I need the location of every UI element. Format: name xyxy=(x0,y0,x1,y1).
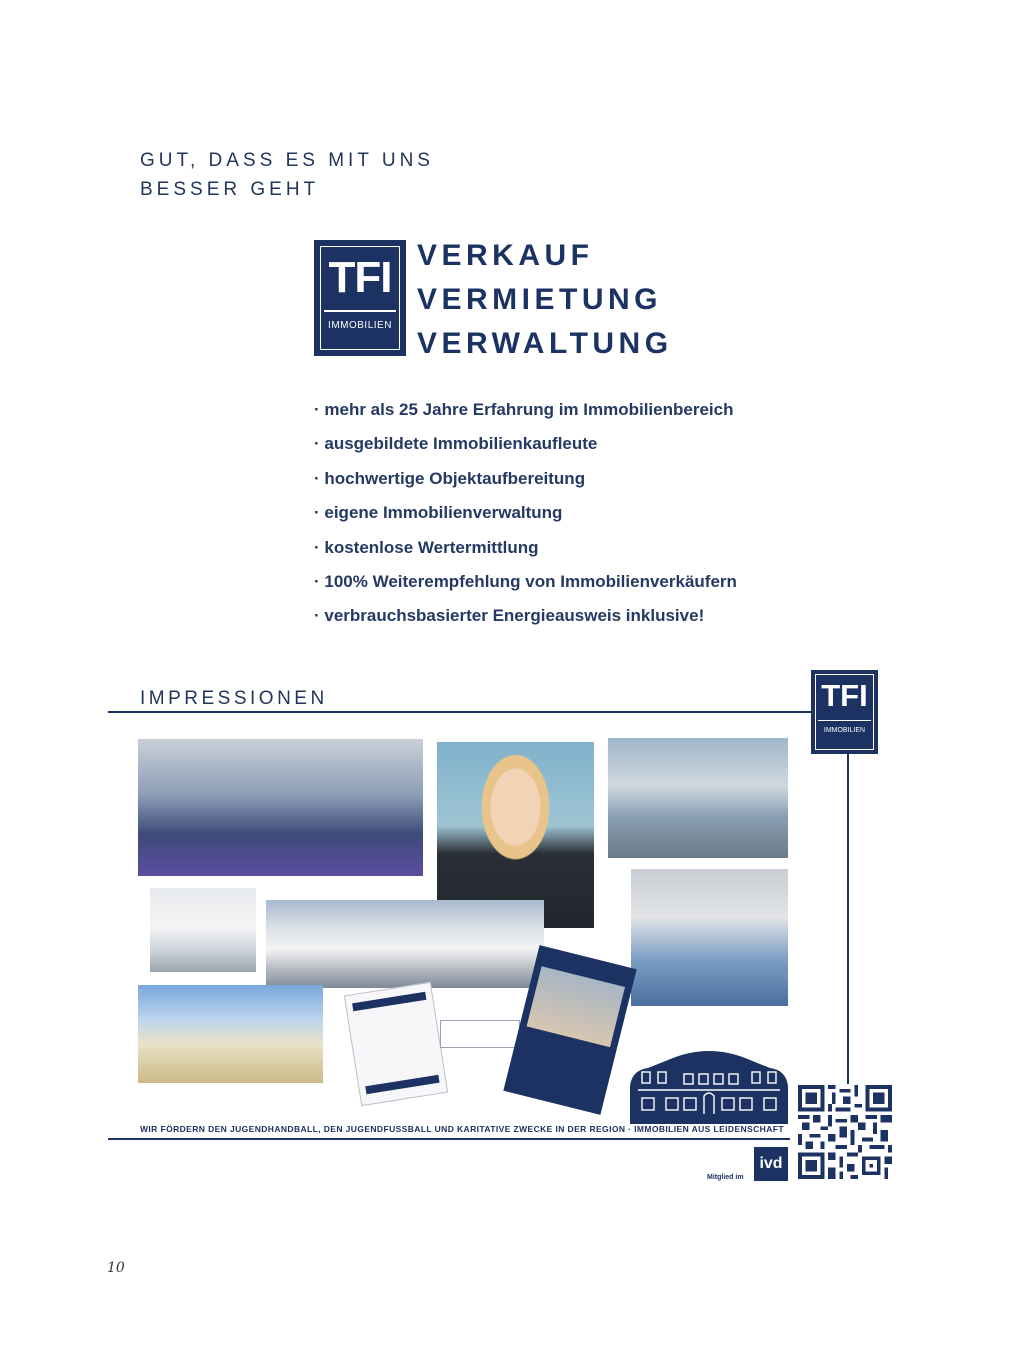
feature-item: · hochwertige Objektaufbereitung xyxy=(314,468,586,488)
ivd-logo: ivd xyxy=(754,1147,788,1181)
feature-item: · kostenlose Wertermittlung xyxy=(314,537,539,557)
services-list xyxy=(417,234,673,366)
qr-code xyxy=(798,1085,892,1179)
features-list xyxy=(314,398,737,639)
tfi-logo-small-brand: TFI xyxy=(821,678,868,713)
tfi-logo-small xyxy=(811,670,878,754)
headline-line-2: BESSER GEHT xyxy=(140,179,320,200)
service-management: VERWALTUNG xyxy=(417,327,673,360)
feature-item: · ausgebildete Immobilienkaufleute xyxy=(314,434,598,454)
page-number: 10 xyxy=(107,1260,125,1276)
photo-handball-team xyxy=(138,739,423,876)
tfi-logo-small-subtitle: IMMOBILIEN xyxy=(823,727,866,734)
photo-branded-car xyxy=(150,888,256,972)
impressions-footer-text: WIR FÖRDERN DEN JUGENDHANDBALL, DEN JUGENDFUSSBALL UND KARITATIVE ZWECKE IN DER REGION · IMMOBILIEN AUS LEIDENSCHAFT xyxy=(140,1124,784,1134)
photo-equestrian-event xyxy=(608,738,788,858)
service-rental: VERMIETUNG xyxy=(417,283,663,316)
feature-item: · 100% Weiterempfehlung von Immobilienverkäufern xyxy=(314,571,737,591)
flyer-image xyxy=(344,982,448,1106)
business-card-image xyxy=(440,1020,520,1048)
photo-ball-donation xyxy=(631,869,788,1006)
photo-branded-station-wagon xyxy=(138,985,323,1083)
tfi-logo xyxy=(314,240,406,356)
footer-divider xyxy=(108,1138,790,1140)
tfi-logo-subtitle: IMMOBILIEN xyxy=(328,320,392,331)
headline-line-1: GUT, DASS ES MIT UNS xyxy=(140,150,434,171)
photo-branded-bus xyxy=(266,900,544,988)
impressions-divider xyxy=(108,711,814,713)
service-sale: VERKAUF xyxy=(417,239,594,272)
headline xyxy=(140,146,434,204)
tfi-logo-brand: TFI xyxy=(328,253,392,302)
feature-item: · mehr als 25 Jahre Erfahrung im Immobilienbereich xyxy=(314,400,734,419)
feature-item: · verbrauchsbasierter Energieausweis inklusive! xyxy=(314,606,705,626)
house-illustration xyxy=(628,1046,790,1124)
membership-label: Mitglied im xyxy=(707,1174,744,1181)
vertical-divider xyxy=(847,754,849,1084)
impressions-title: IMPRESSIONEN xyxy=(140,688,328,709)
feature-item: · eigene Immobilienverwaltung xyxy=(314,503,563,523)
